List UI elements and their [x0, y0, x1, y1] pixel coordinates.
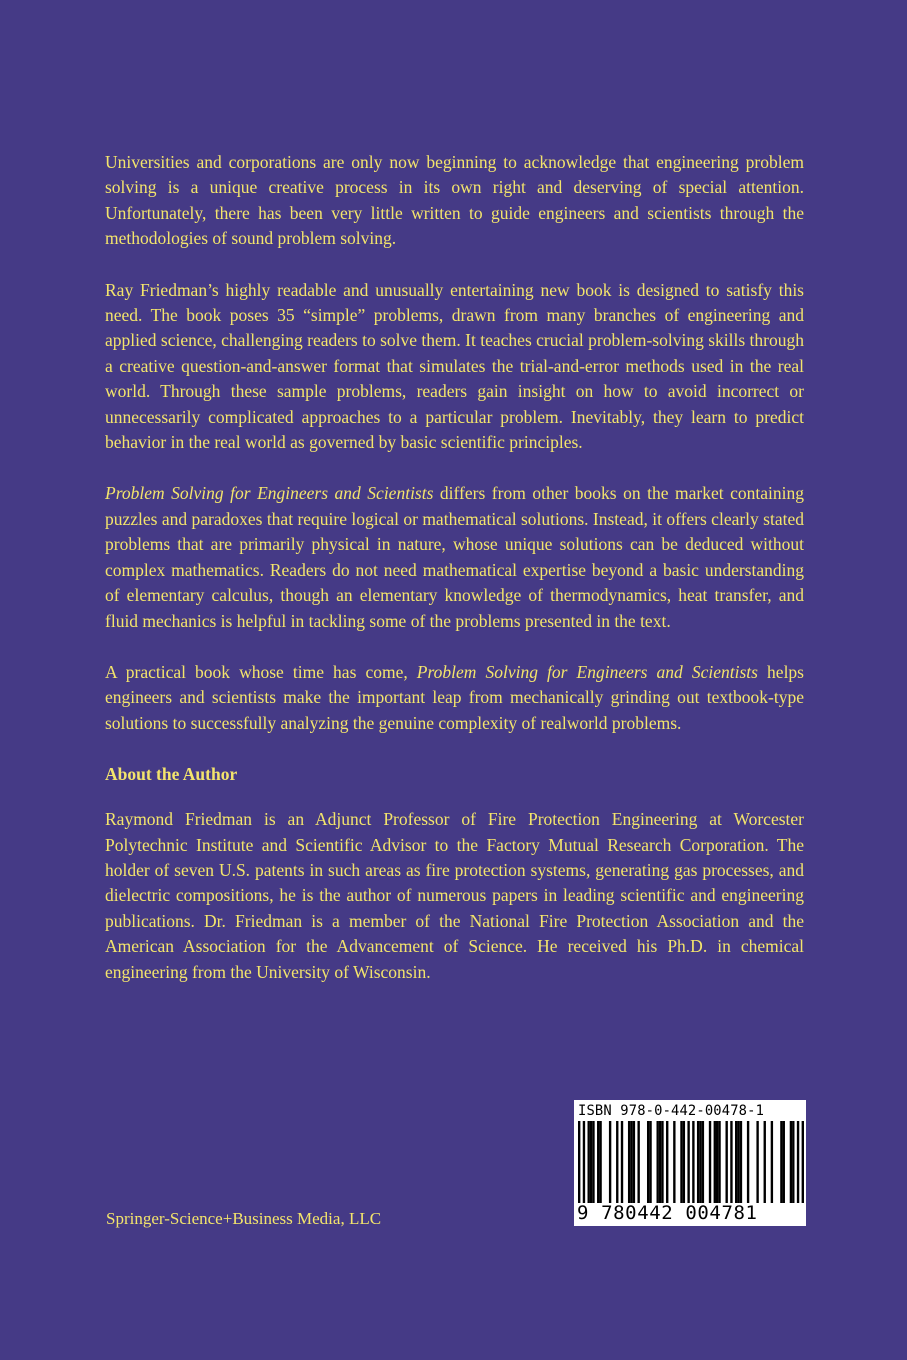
barcode-bar: [590, 1121, 592, 1203]
barcode-bar: [609, 1121, 611, 1203]
barcode-bar: [630, 1121, 632, 1203]
barcode-bar: [661, 1121, 663, 1203]
barcode-bar: [649, 1121, 651, 1203]
book-title-italic-2: Problem Solving for Engineers and Scientists: [416, 661, 758, 682]
barcode-bar: [709, 1121, 711, 1203]
barcode-bar: [797, 1121, 799, 1203]
back-cover-text: [105, 150, 804, 1011]
ean-digits: 9 780442 004781: [577, 1202, 758, 1224]
barcode-bar: [718, 1121, 720, 1203]
barcode-bar: [792, 1121, 794, 1203]
barcode-bar: [599, 1121, 601, 1203]
author-bio-paragraph: Raymond Friedman is an Adjunct Professor of Fire Protection Engineering at Worcester Polytechnic Institute and Scientific Advisor to the Factory Mutual Research Corporation. The holder of seven U.S. patents in such areas as fire protection systems, generating gas processes, and dielectric compositions, he is the author of numerous papers in leading scientific and engineering publications. Dr. Friedman is a member of the National Fire Protection Association and the American Association for the Advancement of Science. He received his Ph.D. in chemical engineering from the University of Wisconsin.: [105, 809, 804, 982]
summary-paragraph: [105, 660, 804, 736]
book-title-italic: Problem Solving for Engineers and Scientists: [105, 483, 434, 504]
barcode-bar: [756, 1121, 758, 1203]
barcode-bar: [628, 1121, 630, 1203]
barcode-bar: [702, 1121, 704, 1203]
barcode-bar: [657, 1121, 659, 1203]
barcode-bar: [673, 1121, 675, 1203]
barcode-bars: [578, 1121, 804, 1203]
barcode-bar: [714, 1121, 716, 1203]
barcode-bar: [680, 1121, 682, 1203]
barcode-bar: [735, 1121, 737, 1203]
barcode-bar: [737, 1121, 739, 1203]
about-author-heading: About the Author: [105, 764, 238, 785]
summary-text: helps engineers and scientists make the important leap from mechanically grinding out textbook-type solutions to successfully analyzing the genuine complexity of realworld problems.: [105, 661, 804, 733]
barcode-bar: [637, 1121, 639, 1203]
barcode-bar: [780, 1121, 782, 1203]
summary-lead: A practical book whose time has come,: [105, 661, 417, 682]
barcode-bar: [716, 1121, 718, 1203]
barcode-bar: [647, 1121, 649, 1203]
barcode-bar: [747, 1121, 749, 1203]
comparison-paragraph: [105, 481, 804, 633]
book-description-paragraph: Ray Friedman’s highly readable and unusually entertaining new book is designed to satisfy this need. The book poses 35 “simple” problems, drawn from many branches of engineering and applied science, challenging readers to solve them. It teaches crucial problem-solving skills through a creative question-and-answer format that simulates the trial-and-error methods used in the real world. Through these sample problems, readers gain insight on how to avoid incorrect or unnecessarily complicated approaches to a particular problem. Inevitably, they learn to predict behavior in the real world as governed by basic scientific principles.: [105, 279, 804, 453]
barcode-bar: [790, 1121, 792, 1203]
barcode-bar: [633, 1121, 635, 1203]
barcode-bar: [583, 1121, 585, 1203]
barcode-bar: [730, 1121, 732, 1203]
barcode-bar: [697, 1121, 699, 1203]
intro-paragraph: Universities and corporations are only now beginning to acknowledge that engineering problem solving is a unique creative process in its own right and deserving of special attention. Unfortunately, there has been very little written to guide engineers and scientists through the methodologies of sound problem solving.: [105, 152, 804, 249]
isbn-barcode: [574, 1100, 806, 1226]
barcode-bar: [666, 1121, 668, 1203]
barcode-bar: [578, 1121, 580, 1203]
barcode-bar: [764, 1121, 766, 1203]
barcode-bar: [621, 1121, 623, 1203]
barcode-bar: [692, 1121, 694, 1203]
isbn-label: ISBN 978-0-442-00478-1: [578, 1103, 765, 1119]
barcode-bar: [588, 1121, 590, 1203]
barcode-bar: [699, 1121, 701, 1203]
barcode-bar: [771, 1121, 773, 1203]
barcode-bar: [659, 1121, 661, 1203]
barcode-bar: [725, 1121, 727, 1203]
publisher-name: Springer-Science+Business Media, LLC: [106, 1209, 382, 1228]
barcode-bar: [616, 1121, 618, 1203]
barcode-bar: [597, 1121, 599, 1203]
barcode-bar: [783, 1121, 785, 1203]
barcode-bar: [740, 1121, 742, 1203]
barcode-bar: [687, 1121, 689, 1203]
comparison-text: differs from other books on the market containing puzzles and paradoxes that require logical or mathematical solutions. Instead, it offers clearly stated problems that are primarily physical in nature, whose unique solutions can be deduced without complex mathematics. Readers do not need mathematical expertise beyond a basic understanding of elementary calculus, though an elementary knowledge of thermodynamics, heat transfer, and fluid mechanics is helpful in tackling some of the problems presented in the text.: [105, 483, 805, 631]
barcode-bar: [592, 1121, 594, 1203]
barcode-bar: [683, 1121, 685, 1203]
barcode-bar: [802, 1121, 804, 1203]
